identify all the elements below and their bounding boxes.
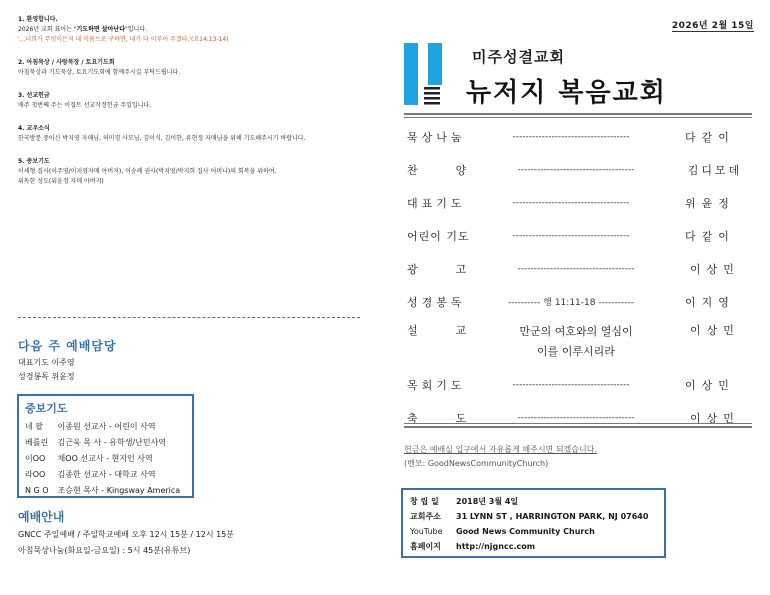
announcement-text: 2026년 교회 표어는 " xyxy=(18,26,77,33)
announcement-line: 매주 첫번째 주는 이집트 선교작정헌금 주일입니다. xyxy=(18,102,152,109)
section-divider xyxy=(18,317,360,318)
next-week-list xyxy=(18,356,75,384)
order-leader: 위윤정 xyxy=(685,196,735,210)
order-dash: ------------------------------------ xyxy=(512,131,630,142)
announcement-3 xyxy=(18,91,378,111)
order-label: 목회기도 xyxy=(407,378,466,392)
announcement-text: "입니다. xyxy=(125,26,148,33)
announcement-title: 5. 중보기도 xyxy=(18,158,50,165)
order-row xyxy=(407,120,752,153)
announcement-line xyxy=(18,25,378,35)
order-label: 설교 xyxy=(407,324,505,337)
order-leader: 이상민 xyxy=(690,411,740,425)
church-address: 31 LYNN ST , HARRINGTON PARK, NJ 07640 xyxy=(456,512,649,521)
order-row xyxy=(407,153,752,186)
prayer-place: 네 팔 xyxy=(25,422,43,431)
prayer-text: 김근욱 목 사 - 유학생/난민사역 xyxy=(57,438,167,447)
order-dash: ------------------------------------ xyxy=(512,230,630,241)
next-week-title: 다음 주 예배담당 xyxy=(18,339,117,353)
next-week-line: 대표기도 이주영 xyxy=(18,358,75,367)
date-text: 2026년 2월 15일 xyxy=(671,21,754,31)
announcement-line: 위독한 성도(위윤정 자매 아버지) xyxy=(18,178,104,185)
order-row xyxy=(407,186,752,219)
info-key: 창 립 일 xyxy=(410,497,439,506)
info-row xyxy=(410,539,657,554)
service-list xyxy=(18,527,234,559)
announcement-line: 아침묵상과 기도묵상, 토요기도회에 함께주시길 부탁드립니다. xyxy=(18,69,181,76)
announcement-title: 4. 교우소식 xyxy=(18,125,50,132)
announcement-2 xyxy=(18,58,378,78)
prayer-text: 김종한 선교사 - 대학교 사역 xyxy=(57,470,156,479)
order-label: 어린이 기도 xyxy=(407,229,470,243)
motto-text: 기도하면 살아난다 xyxy=(76,26,125,33)
prayer-box xyxy=(17,394,194,498)
youtube-channel[interactable]: Good News Community Church xyxy=(456,527,595,536)
prayer-place: 라OO xyxy=(25,470,46,479)
order-dash: ------------------------------------ xyxy=(517,263,635,274)
order-of-service xyxy=(407,120,752,434)
announcement-line: 이세형 집사(이주영/이지영자매 아버지), 이숭례 권사(박지영/박지희 집사 어머니)의 회복을 위하여. xyxy=(18,168,277,175)
order-row xyxy=(407,285,752,318)
church-logo-icon xyxy=(404,43,464,105)
announcements xyxy=(18,15,378,200)
scripture-line: '...너희가 무엇이든지 내 이름으로 구하면, 내가 다 이루어 주겠다.'(요14:13-14) xyxy=(18,36,229,43)
prayer-row xyxy=(25,435,186,451)
prayer-row xyxy=(25,419,186,435)
sermon-row xyxy=(407,318,752,368)
info-row xyxy=(410,524,657,539)
venmo-line: (벤모: GoodNewsCommunityChurch) xyxy=(404,459,549,468)
prayer-text: 조승현 목사 - Kingsway America xyxy=(57,486,181,495)
order-row xyxy=(407,219,752,252)
prayer-title: 중보기도 xyxy=(25,402,68,415)
order-leader: 이상민 xyxy=(690,324,740,337)
founding-date: 2018년 3월 4일 xyxy=(456,497,519,506)
prayer-place: 이OO xyxy=(25,454,46,463)
service-title: 예배안내 xyxy=(18,510,65,524)
church-name: 뉴저지 복음교회 xyxy=(466,78,667,108)
order-leader: 이상민 xyxy=(690,262,740,276)
announcement-1 xyxy=(18,15,378,45)
offering-note xyxy=(404,443,597,471)
order-row xyxy=(407,401,752,434)
church-info-box xyxy=(401,488,666,558)
order-label: 대표기도 xyxy=(407,196,466,210)
prayer-text: 이종원 선교사 - 어린이 사역 xyxy=(57,422,156,431)
info-key: 홈페이지 xyxy=(410,542,441,551)
prayer-row xyxy=(25,483,186,499)
service-line: 아침묵상나눔(화요일-금요일) : 5시 45분(유튜브) xyxy=(18,546,191,555)
order-label: 성경봉독 xyxy=(407,295,466,309)
order-dash: ------------------------------------ xyxy=(512,379,630,390)
order-label: 묵상나눔 xyxy=(407,130,466,144)
order-top-rule xyxy=(404,113,752,118)
prayer-text: 채OO 선교사 - 현지인 사역 xyxy=(57,454,153,463)
order-leader: 다같이 xyxy=(685,229,735,243)
announcement-title: 3. 선교헌금 xyxy=(18,92,50,99)
sermon-title-line: 이를 이루시리라 xyxy=(537,345,615,358)
order-dash: ------------------------------------ xyxy=(517,412,635,423)
order-label: 찬양 xyxy=(407,163,505,177)
info-row xyxy=(410,494,657,509)
prayer-place: 베를린 xyxy=(25,438,49,447)
church-subtitle: 미주성결교회 xyxy=(472,48,565,66)
info-key: 교회주소 xyxy=(410,512,441,521)
order-leader: 이상민 xyxy=(685,378,735,392)
next-week-line: 성경봉독 위윤정 xyxy=(18,372,75,381)
order-label: 광고 xyxy=(407,262,505,276)
sermon-title xyxy=(485,322,667,362)
order-leader: 이지영 xyxy=(685,295,735,309)
order-leader: 다같이 xyxy=(685,130,735,144)
order-row xyxy=(407,252,752,285)
order-label: 축도 xyxy=(407,411,505,425)
info-row xyxy=(410,509,657,524)
order-leader: 김디모데 xyxy=(687,163,743,177)
sermon-title-line: 만군의 여호와의 열심이 xyxy=(519,325,633,338)
announcement-4 xyxy=(18,124,378,144)
info-key: YouTube xyxy=(410,527,443,536)
homepage-link[interactable]: http://njgncc.com xyxy=(456,542,536,551)
order-dash: ------------------------------------ xyxy=(512,197,630,208)
announcement-title: 1. 환영합니다. xyxy=(18,16,58,23)
order-bottom-rule xyxy=(404,423,752,428)
announcement-line: 한국방문 중이신 박지영 자매님, 허미경 사모님, 김이식, 김이한, 류현정 자매님을 위해 기도해주시기 바랍니다. xyxy=(18,135,306,142)
prayer-row xyxy=(25,467,186,483)
order-row xyxy=(407,368,752,401)
prayer-place: N G O xyxy=(25,486,49,495)
order-dash: ------------------------------------ xyxy=(517,164,635,175)
prayer-row xyxy=(25,451,186,467)
service-line: GNCC 주일예배 / 주일학교예배 오후 12시 15분 / 12시 15분 xyxy=(18,530,234,539)
bulletin-date xyxy=(672,18,754,31)
announcement-5 xyxy=(18,157,378,187)
offering-line: 헌금은 예배실 입구에서 자유롭게 해주시면 되겠습니다. xyxy=(404,445,597,454)
announcement-title: 2. 아침묵상 / 사랑목장 / 토요기도회 xyxy=(18,59,115,66)
scripture-reading: ---------- 행 11:11-18 ----------- xyxy=(507,298,635,308)
